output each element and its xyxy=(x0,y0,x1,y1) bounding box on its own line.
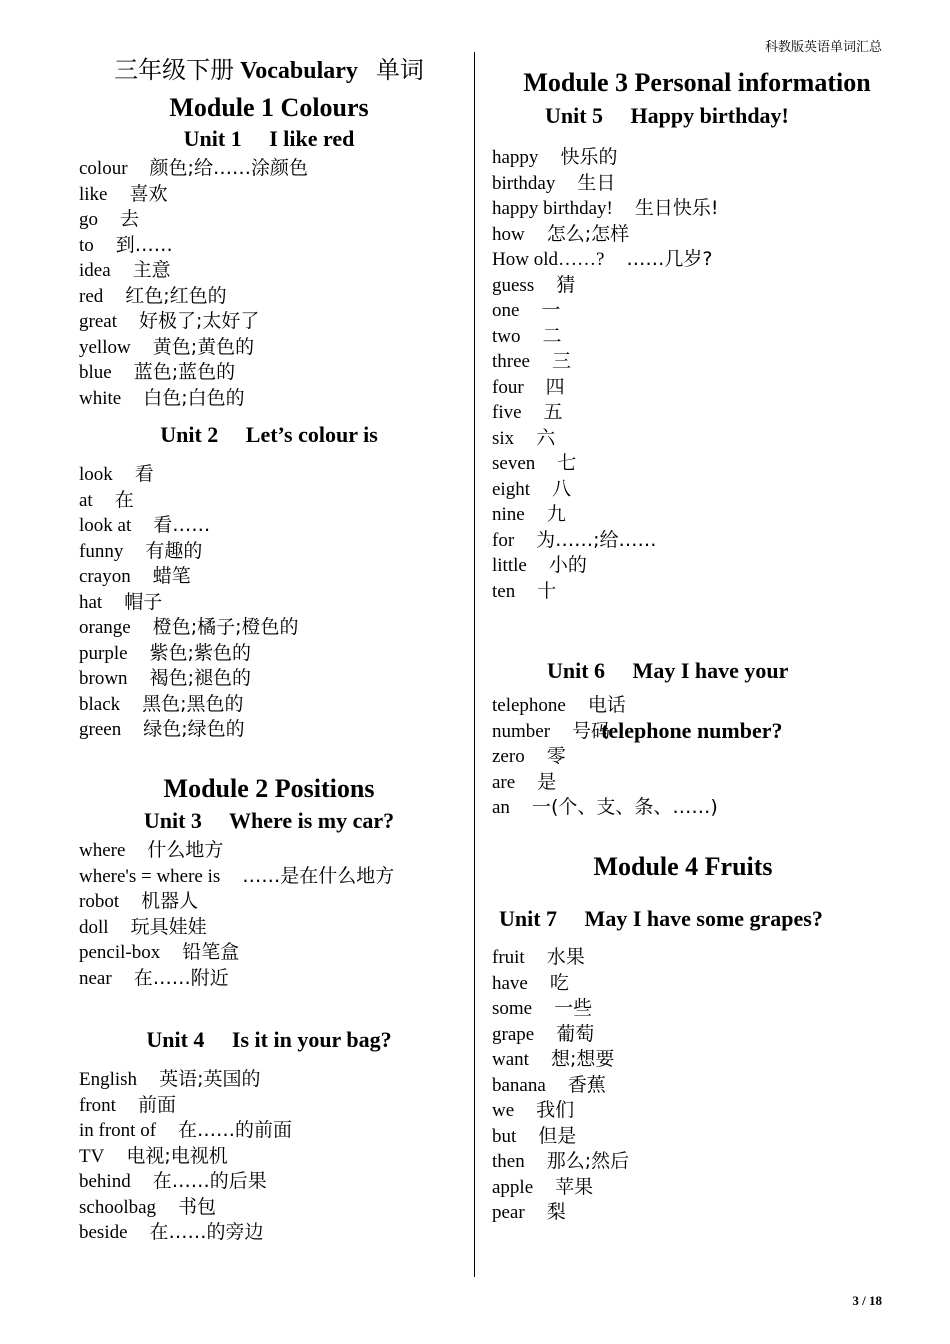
vocab-entry xyxy=(79,539,459,565)
vocab-entry xyxy=(79,1169,459,1195)
vocab-english: to xyxy=(79,234,94,256)
vocab-entry xyxy=(79,615,459,641)
vocab-english: idea xyxy=(79,260,111,281)
vocab-chinese: 蓝色;蓝色的 xyxy=(133,361,236,383)
vocab-chinese: 那么;然后 xyxy=(546,1150,630,1172)
vocab-english: orange xyxy=(79,617,131,638)
vocab-chinese: 但是 xyxy=(538,1124,577,1147)
vocab-entry xyxy=(79,233,459,259)
vocab-entry xyxy=(492,426,902,452)
vocab-english: zero xyxy=(492,746,525,767)
vocab-english: grape xyxy=(492,1023,535,1045)
vocab-english: happy birthday! xyxy=(492,198,613,219)
vocab-english: pear xyxy=(492,1202,525,1223)
unit-1-heading: Unit 1 I like red xyxy=(183,126,355,151)
vocab-english: guess xyxy=(492,274,535,296)
vocab-chinese: 电话 xyxy=(587,694,626,716)
vocab-english: at xyxy=(79,489,93,511)
vocab-english: where's = where is xyxy=(79,865,221,887)
vocab-english: pencil-box xyxy=(79,942,161,963)
vocab-chinese: 橙色;橘子;橙色的 xyxy=(152,616,299,638)
unit-5-heading: Unit 5 Happy birthday! xyxy=(545,103,789,128)
unit-2-heading: Unit 2 Let’s colour is xyxy=(160,422,378,447)
vocab-entry xyxy=(79,940,459,966)
vocab-english: have xyxy=(492,972,528,994)
vocab-chinese: 在……的旁边 xyxy=(149,1221,264,1243)
vocab-entry xyxy=(492,502,902,528)
page-number: 3 / 18 xyxy=(852,1293,882,1308)
vocab-english: some xyxy=(492,998,533,1019)
vocab-english: ten xyxy=(492,580,516,602)
unit-7-word-list xyxy=(492,945,902,1226)
vocab-english: two xyxy=(492,325,521,347)
vocab-english: we xyxy=(492,1100,515,1121)
vocab-english: apple xyxy=(492,1176,534,1198)
vocab-entry xyxy=(79,915,459,941)
vocab-entry xyxy=(492,553,902,579)
vocab-chinese: 红色;红色的 xyxy=(125,284,227,307)
vocab-english: look xyxy=(79,464,113,485)
vocab-entry xyxy=(79,335,459,361)
vocab-chinese: 蜡笔 xyxy=(152,565,191,587)
vocab-entry xyxy=(79,258,459,284)
vocab-english: beside xyxy=(79,1222,128,1243)
vocab-english: doll xyxy=(79,916,109,938)
unit-4-heading: Unit 4 Is it in your bag? xyxy=(146,1027,392,1052)
vocab-chinese: 书包 xyxy=(178,1195,217,1218)
vocab-chinese: 在……的前面 xyxy=(178,1119,293,1141)
vocab-entry xyxy=(79,309,459,335)
vocab-chinese: 什么地方 xyxy=(147,839,224,861)
vocab-entry xyxy=(492,222,902,248)
vocab-chinese: 梨 xyxy=(546,1201,566,1223)
vocab-chinese: 水果 xyxy=(546,946,585,968)
vocab-chinese: 颜色;给……涂颜色 xyxy=(149,157,308,179)
vocab-entry xyxy=(492,1200,902,1226)
vocab-chinese: 号码 xyxy=(572,719,611,742)
vocab-english: happy xyxy=(492,147,539,168)
vocab-chinese: 香蕉 xyxy=(567,1073,606,1096)
vocab-entry xyxy=(492,693,902,719)
vocab-english: for xyxy=(492,529,515,551)
vocab-entry xyxy=(79,1195,459,1221)
vocab-chinese: 黄色;黄色的 xyxy=(152,335,255,358)
vocab-chinese: 怎么;怎样 xyxy=(546,222,630,245)
vocab-english: number xyxy=(492,720,551,742)
vocab-chinese: ……是在什么地方 xyxy=(242,864,395,887)
vocab-entry xyxy=(492,349,902,375)
vocab-english: telephone xyxy=(492,695,566,716)
vocab-entry xyxy=(492,1149,902,1175)
vocab-entry xyxy=(492,945,902,971)
vocab-entry xyxy=(79,864,459,890)
vocab-entry xyxy=(492,375,902,401)
vocab-english: fruit xyxy=(492,947,525,968)
vocab-entry xyxy=(79,360,459,386)
vocab-entry xyxy=(79,889,459,915)
vocab-entry xyxy=(492,196,902,222)
vocab-entry xyxy=(492,996,902,1022)
vocab-entry xyxy=(492,1022,902,1048)
vocab-chinese: 九 xyxy=(546,503,566,525)
vocab-entry xyxy=(79,182,459,208)
vocab-english: English xyxy=(79,1069,138,1090)
vocab-english: white xyxy=(79,387,122,409)
module-4-heading: Module 4 Fruits xyxy=(593,852,773,881)
vocab-chinese: 紫色;紫色的 xyxy=(149,641,251,664)
vocab-entry xyxy=(79,284,459,310)
vocab-chinese: 帽子 xyxy=(124,590,163,613)
vocab-english: yellow xyxy=(79,336,131,358)
vocab-entry xyxy=(492,247,902,273)
vocab-entry xyxy=(492,1098,902,1124)
vocab-chinese: 机器人 xyxy=(141,890,199,912)
vocab-english: blue xyxy=(79,362,112,383)
vocab-chinese: 黑色;黑色的 xyxy=(142,692,244,715)
title-suffix: 单词 xyxy=(375,58,424,84)
vocab-english: seven xyxy=(492,453,536,474)
vocab-chinese: 玩具娃娃 xyxy=(130,915,207,938)
vocab-chinese: 一(个、支、条、……) xyxy=(531,796,718,818)
vocab-english: schoolbag xyxy=(79,1196,157,1218)
unit-4-word-list xyxy=(79,1067,459,1246)
vocab-entry xyxy=(79,590,459,616)
vocab-english: how xyxy=(492,223,525,245)
vocab-english: colour xyxy=(79,158,128,179)
vocab-entry xyxy=(79,717,459,743)
vocab-chinese: 想;想要 xyxy=(550,1048,615,1070)
vocab-chinese: 英语;英国的 xyxy=(159,1068,261,1090)
vocab-english: great xyxy=(79,311,117,332)
module-3-heading: Module 3 Personal information xyxy=(523,68,871,97)
vocab-entry xyxy=(492,971,902,997)
vocab-chinese: 吃 xyxy=(549,971,569,994)
vocab-chinese: 一 xyxy=(541,299,561,321)
vocab-english: behind xyxy=(79,1171,131,1192)
unit-6-heading-line-1: Unit 6 May I have your xyxy=(547,658,789,683)
unit-6-heading-line-2: telephone number? xyxy=(601,718,783,743)
vocab-chinese: 前面 xyxy=(137,1093,176,1116)
vocab-chinese: 小的 xyxy=(548,554,587,576)
vocab-entry xyxy=(492,145,902,171)
module-1-heading: Module 1 Colours xyxy=(169,93,369,122)
vocab-chinese: 葡萄 xyxy=(556,1022,595,1045)
vocab-chinese: 七 xyxy=(557,452,577,474)
vocab-chinese: 到…… xyxy=(115,233,173,256)
vocab-entry xyxy=(492,744,902,770)
vocab-chinese: 十 xyxy=(537,579,557,602)
vocab-entry xyxy=(79,666,459,692)
vocab-entry xyxy=(79,488,459,514)
vocab-entry xyxy=(79,641,459,667)
vocab-english: green xyxy=(79,719,122,740)
vocab-chinese: 是 xyxy=(537,770,557,793)
vocab-english: four xyxy=(492,376,524,398)
unit-6-word-list xyxy=(492,693,902,821)
vocab-chinese: 三 xyxy=(551,350,571,372)
vocab-entry xyxy=(492,1175,902,1201)
page-header: 科教版英语单词汇总 xyxy=(764,40,882,55)
vocab-english: six xyxy=(492,427,515,449)
vocab-chinese: 八 xyxy=(552,477,572,500)
column-divider xyxy=(474,52,475,1277)
unit-5-word-list xyxy=(492,145,902,604)
vocab-chinese: 褐色;褪色的 xyxy=(149,667,251,689)
vocab-english: crayon xyxy=(79,566,131,587)
vocab-chinese: 白色;白色的 xyxy=(143,386,245,409)
vocab-chinese: 在……附近 xyxy=(133,966,229,989)
vocab-entry xyxy=(79,692,459,718)
vocab-chinese: 一些 xyxy=(554,997,593,1019)
title-main: Vocabulary xyxy=(240,58,358,84)
vocab-entry xyxy=(79,1144,459,1170)
vocab-english: hat xyxy=(79,591,103,613)
vocab-entry xyxy=(79,386,459,412)
vocab-entry xyxy=(79,838,459,864)
vocab-chinese: 我们 xyxy=(536,1099,575,1121)
vocab-english: red xyxy=(79,285,104,307)
vocab-chinese: 有趣的 xyxy=(145,539,203,562)
vocab-entry xyxy=(492,719,902,745)
unit-2-word-list xyxy=(79,462,459,743)
module-2-heading: Module 2 Positions xyxy=(163,774,375,803)
vocab-chinese: 绿色;绿色的 xyxy=(143,718,245,740)
vocab-chinese: 六 xyxy=(536,426,556,449)
vocab-english: robot xyxy=(79,891,120,912)
vocab-chinese: 在 xyxy=(114,488,134,511)
vocab-english: are xyxy=(492,771,516,793)
vocab-entry xyxy=(79,1220,459,1246)
page-title xyxy=(79,56,459,86)
vocab-entry xyxy=(492,477,902,503)
vocab-english: but xyxy=(492,1125,517,1147)
vocab-entry xyxy=(79,156,459,182)
vocab-chinese: 主意 xyxy=(132,259,171,281)
vocab-entry xyxy=(492,795,902,821)
vocab-entry xyxy=(79,513,459,539)
vocab-english: eight xyxy=(492,478,530,500)
vocab-english: an xyxy=(492,797,510,818)
vocab-chinese: 猜 xyxy=(556,273,576,296)
vocab-chinese: 在……的后果 xyxy=(152,1170,267,1192)
unit-3-word-list xyxy=(79,838,459,991)
vocab-english: little xyxy=(492,555,527,576)
vocab-english: TV xyxy=(79,1145,105,1167)
unit-3-heading: Unit 3 Where is my car? xyxy=(143,808,395,833)
unit-7-heading: Unit 7 May I have some grapes? xyxy=(499,906,823,931)
vocab-english: like xyxy=(79,183,108,205)
vocab-english: nine xyxy=(492,504,525,525)
vocab-entry xyxy=(79,1067,459,1093)
vocab-entry xyxy=(492,528,902,554)
vocab-entry xyxy=(492,451,902,477)
unit-1-word-list xyxy=(79,156,459,411)
vocab-english: banana xyxy=(492,1074,546,1096)
vocab-entry xyxy=(492,273,902,299)
vocab-english: go xyxy=(79,209,98,230)
vocab-english: one xyxy=(492,300,520,321)
vocab-chinese: 四 xyxy=(545,375,565,398)
vocab-chinese: 五 xyxy=(543,401,563,423)
vocab-entry xyxy=(492,1124,902,1150)
vocab-english: in front of xyxy=(79,1120,157,1141)
vocab-english: want xyxy=(492,1049,529,1070)
vocab-chinese: 看…… xyxy=(153,514,211,536)
vocab-entry xyxy=(492,1047,902,1073)
vocab-chinese: 生日快乐! xyxy=(634,197,719,219)
vocab-entry xyxy=(492,400,902,426)
vocab-chinese: 铅笔盒 xyxy=(182,941,240,963)
vocab-english: birthday xyxy=(492,172,556,194)
title-prefix: 三年级下册 xyxy=(114,58,235,84)
vocab-entry xyxy=(492,1073,902,1099)
vocab-english: black xyxy=(79,693,121,715)
vocab-chinese: 看 xyxy=(134,463,154,485)
vocab-chinese: 好极了;太好了 xyxy=(138,310,260,332)
vocab-entry xyxy=(492,171,902,197)
vocab-english: funny xyxy=(79,540,124,562)
vocab-chinese: ……几岁? xyxy=(626,248,713,270)
vocab-entry xyxy=(492,298,902,324)
vocab-english: front xyxy=(79,1094,116,1116)
vocab-english: purple xyxy=(79,642,128,664)
vocab-chinese: 电视;电视机 xyxy=(126,1144,228,1167)
vocab-chinese: 二 xyxy=(542,324,562,347)
vocab-entry xyxy=(492,324,902,350)
vocab-english: look at xyxy=(79,515,132,536)
vocab-english: How old……? xyxy=(492,249,605,270)
vocab-entry xyxy=(492,579,902,605)
vocab-chinese: 为……;给…… xyxy=(536,528,657,551)
vocab-chinese: 苹果 xyxy=(555,1175,594,1198)
vocab-entry xyxy=(79,564,459,590)
vocab-entry xyxy=(79,1118,459,1144)
vocab-entry xyxy=(492,770,902,796)
vocab-chinese: 去 xyxy=(120,208,140,230)
vocab-english: brown xyxy=(79,668,128,689)
vocab-entry xyxy=(79,1093,459,1119)
vocab-chinese: 快乐的 xyxy=(560,146,618,168)
vocab-chinese: 生日 xyxy=(577,171,616,194)
vocab-english: where xyxy=(79,840,126,861)
vocab-english: five xyxy=(492,402,522,423)
vocab-english: then xyxy=(492,1151,525,1172)
vocab-english: near xyxy=(79,967,112,989)
vocab-chinese: 零 xyxy=(546,745,566,767)
vocab-entry xyxy=(79,207,459,233)
vocab-chinese: 喜欢 xyxy=(129,182,168,205)
vocab-entry xyxy=(79,462,459,488)
vocab-english: three xyxy=(492,351,530,372)
vocab-entry xyxy=(79,966,459,992)
